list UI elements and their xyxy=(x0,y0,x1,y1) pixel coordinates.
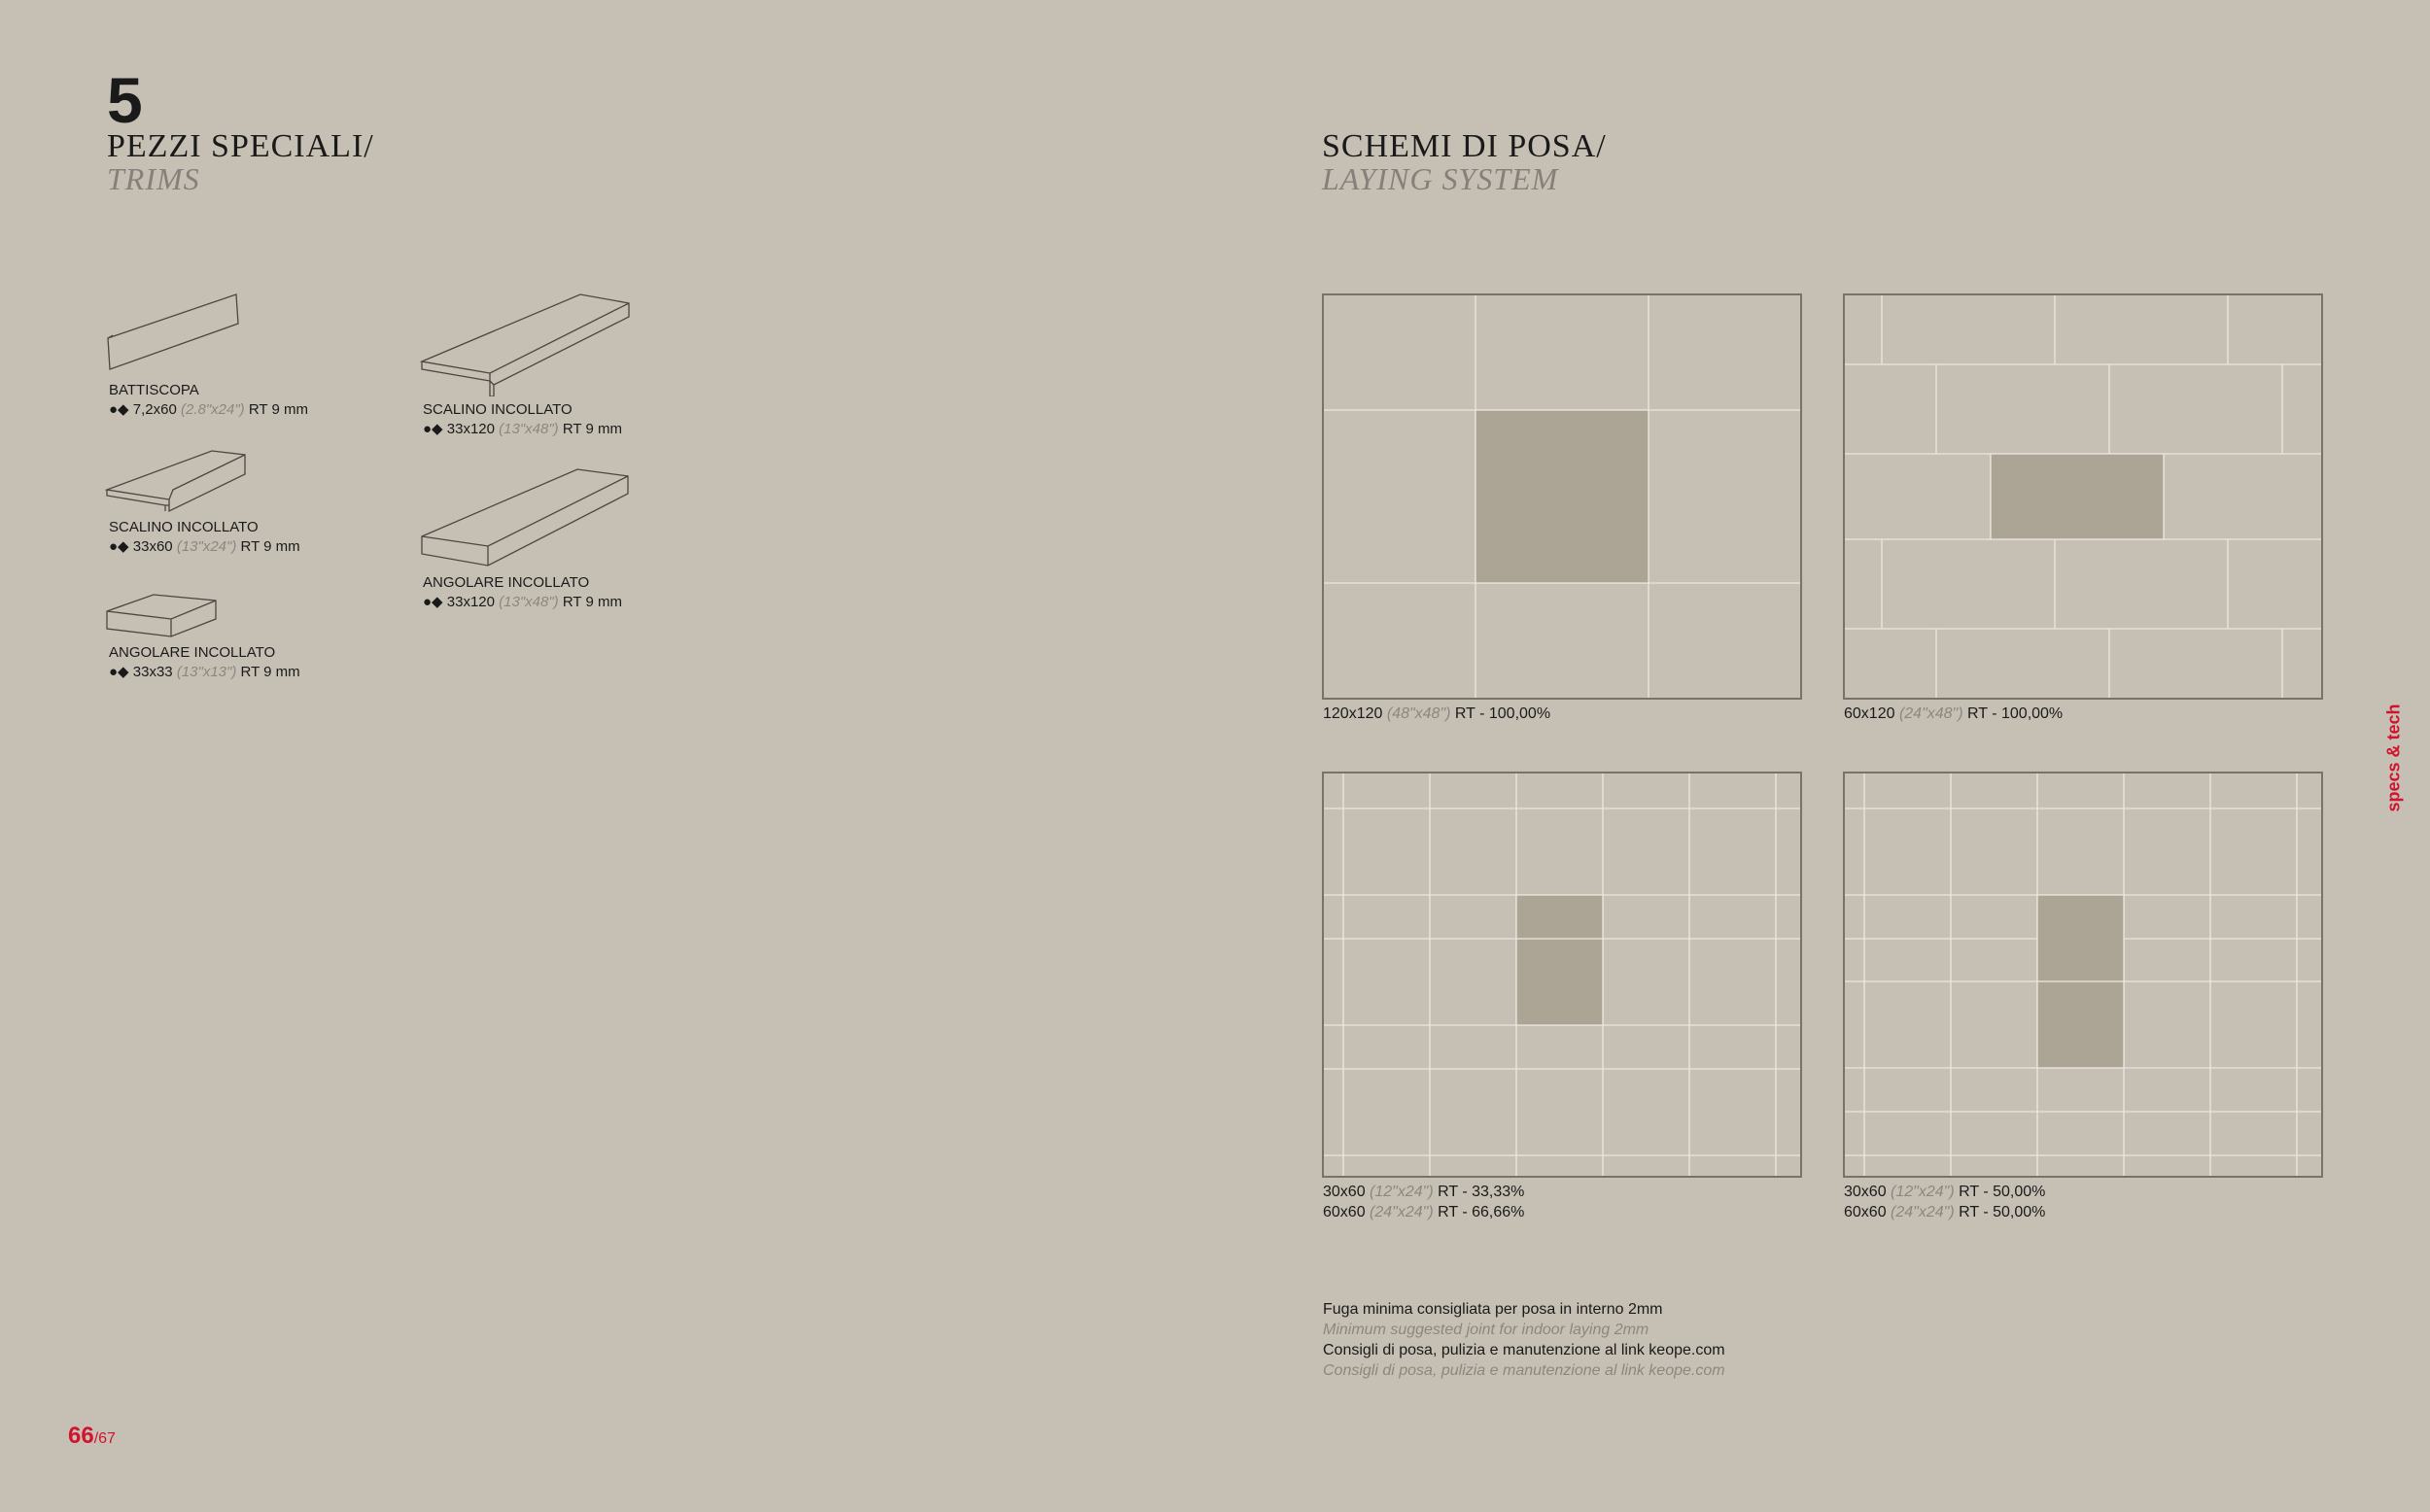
joint-note-it: Fuga minima consigliata per posa in interno 2mm xyxy=(1323,1301,1663,1318)
caption-size: 120x120 xyxy=(1323,705,1383,722)
shape-symbols-icon: ●◆ xyxy=(423,421,443,437)
trim-scalino-120 xyxy=(423,400,622,439)
trim-scalino-60 xyxy=(109,518,300,557)
caption-pct: - 66,66% xyxy=(1462,1204,1525,1220)
caption-rt: RT xyxy=(1959,1204,1979,1220)
caption-line xyxy=(1323,1182,1524,1202)
caption-pct: - 50,00% xyxy=(1983,1184,2046,1200)
trim-name: SCALINO INCOLLATO xyxy=(423,401,573,418)
angolare-120-drawing-icon xyxy=(420,466,634,568)
trim-rt: RT xyxy=(562,421,582,437)
trim-size: 33x60 xyxy=(132,538,173,555)
caption-size: 30x60 xyxy=(1323,1184,1366,1200)
caption-rt: RT xyxy=(1959,1184,1979,1200)
section-number: 5 xyxy=(107,64,143,136)
caption-inch: (24"x24") xyxy=(1891,1204,1955,1220)
caption-rt: RT xyxy=(1438,1184,1458,1200)
caption-inch: (12"x24") xyxy=(1891,1184,1955,1200)
caption-pct: - 100,00% xyxy=(1479,705,1551,722)
trim-name: SCALINO INCOLLATO xyxy=(109,519,259,535)
shape-symbols-icon: ●◆ xyxy=(109,664,129,680)
scheme-30x60-60x60-a-diagram xyxy=(1322,772,1802,1178)
caption-inch: (24"x24") xyxy=(1370,1204,1434,1220)
scheme-60x120-diagram xyxy=(1843,293,2323,700)
caption-inch: (24"x48") xyxy=(1898,705,1963,722)
trim-inch: (13"x13") xyxy=(176,664,237,680)
trim-size: 33x33 xyxy=(132,664,173,680)
caption-line xyxy=(1844,1202,2045,1222)
page-next: /67 xyxy=(93,1430,116,1447)
advice-note-it: Consigli di posa, pulizia e manutenzione al link keope.com xyxy=(1323,1342,1725,1358)
scheme-caption xyxy=(1323,1182,1524,1222)
angolare-33-drawing-icon xyxy=(105,590,222,640)
caption-size: 30x60 xyxy=(1844,1184,1887,1200)
shape-symbols-icon: ●◆ xyxy=(109,401,129,418)
trim-size: 33x120 xyxy=(446,594,495,610)
shape-symbols-icon: ●◆ xyxy=(109,538,129,555)
trim-thickness: 9 mm xyxy=(585,421,622,437)
scheme-caption xyxy=(1844,704,2063,724)
trim-thickness: 9 mm xyxy=(585,594,622,610)
scalino-60-drawing-icon xyxy=(105,447,251,517)
trim-rt: RT xyxy=(562,594,582,610)
trim-inch: (2.8"x24") xyxy=(181,401,245,418)
caption-pct: - 50,00% xyxy=(1983,1204,2046,1220)
laying-notes xyxy=(1323,1299,1725,1381)
caption-size: 60x120 xyxy=(1844,705,1895,722)
scheme-120x120-diagram xyxy=(1322,293,1802,700)
caption-rt: RT xyxy=(1967,705,1988,722)
specs-tech-side-label xyxy=(2379,700,2409,816)
trim-name: ANGOLARE INCOLLATO xyxy=(109,644,276,661)
trim-size: 33x120 xyxy=(446,421,495,437)
battiscopa-drawing-icon xyxy=(105,292,241,374)
trim-size: 7,2x60 xyxy=(132,401,177,418)
caption-line xyxy=(1844,1182,2045,1202)
side-label-text: specs & tech xyxy=(2383,704,2404,812)
trim-name: BATTISCOPA xyxy=(109,382,199,398)
caption-size: 60x60 xyxy=(1844,1204,1887,1220)
trim-thickness: 9 mm xyxy=(263,664,300,680)
page-number xyxy=(68,1423,116,1450)
trim-angolare-33 xyxy=(109,643,300,682)
laying-title: SCHEMI DI POSA/ xyxy=(1322,128,1607,164)
caption-size: 60x60 xyxy=(1323,1204,1366,1220)
laying-subtitle: LAYING SYSTEM xyxy=(1322,161,1559,196)
page-current: 66 xyxy=(68,1423,94,1449)
trim-rt: RT xyxy=(240,538,260,555)
trim-thickness: 9 mm xyxy=(271,401,308,418)
trim-rt: RT xyxy=(240,664,260,680)
trims-subtitle: TRIMS xyxy=(107,161,200,196)
shape-symbols-icon: ●◆ xyxy=(423,594,443,610)
scalino-120-drawing-icon xyxy=(420,292,634,396)
trim-inch: (13"x48") xyxy=(499,594,559,610)
caption-inch: (48"x48") xyxy=(1386,705,1451,722)
joint-note-en: Minimum suggested joint for indoor laying 2mm xyxy=(1323,1322,1649,1338)
trims-title: PEZZI SPECIALI/ xyxy=(107,128,374,164)
trim-name: ANGOLARE INCOLLATO xyxy=(423,574,590,591)
scheme-30x60-60x60-b-diagram xyxy=(1843,772,2323,1178)
trim-angolare-120 xyxy=(423,573,622,612)
advice-note-en: Consigli di posa, pulizia e manutenzione al link keope.com xyxy=(1323,1362,1725,1379)
trim-inch: (13"x48") xyxy=(499,421,559,437)
scheme-caption xyxy=(1844,1182,2045,1222)
caption-pct: - 100,00% xyxy=(1992,705,2064,722)
trim-battiscopa xyxy=(109,381,308,420)
caption-inch: (12"x24") xyxy=(1370,1184,1434,1200)
caption-pct: - 33,33% xyxy=(1462,1184,1525,1200)
caption-line xyxy=(1323,1202,1524,1222)
caption-rt: RT xyxy=(1454,705,1475,722)
trim-inch: (13"x24") xyxy=(176,538,237,555)
trim-thickness: 9 mm xyxy=(263,538,300,555)
caption-rt: RT xyxy=(1438,1204,1458,1220)
scheme-caption xyxy=(1323,704,1550,724)
trim-rt: RT xyxy=(248,401,268,418)
